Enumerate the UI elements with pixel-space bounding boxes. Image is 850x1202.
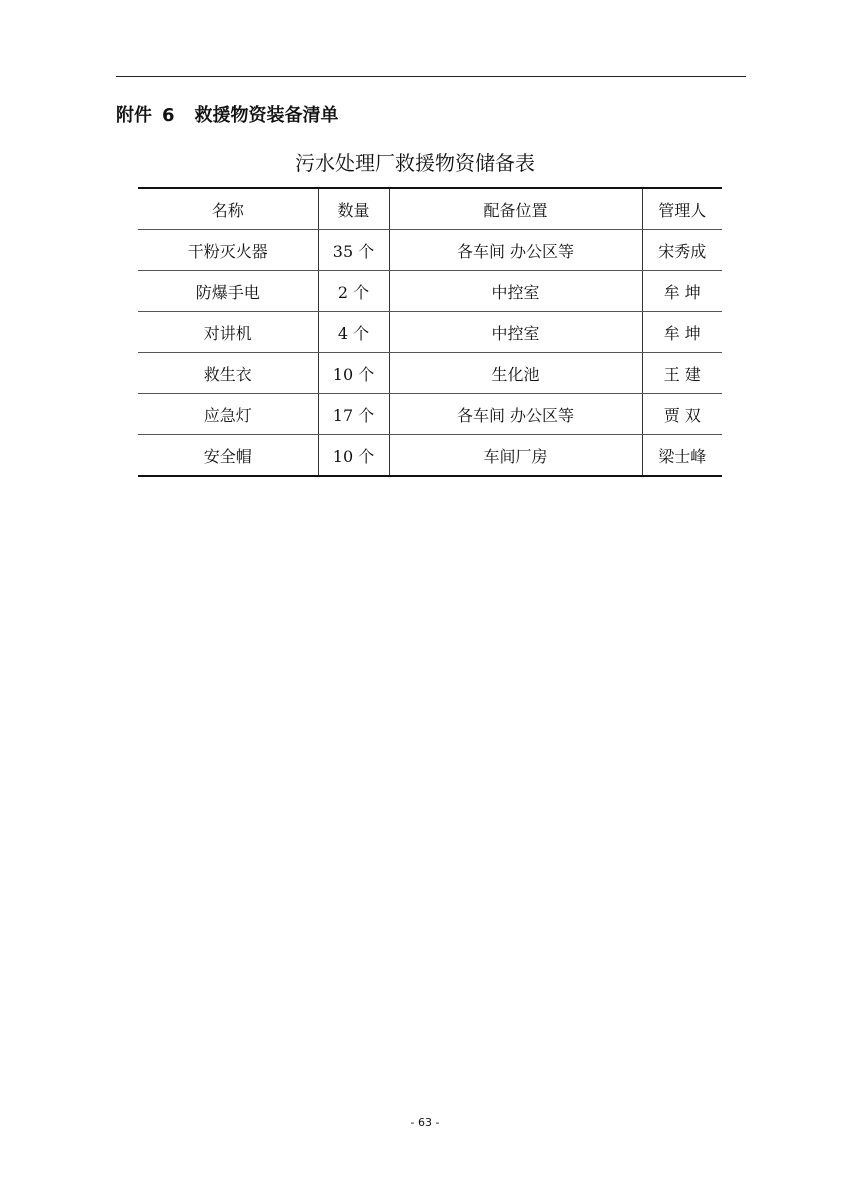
cell-location: 中控室: [389, 312, 642, 353]
appendix-number: 6: [162, 105, 175, 126]
table-title: 污水处理厂救援物资储备表: [295, 151, 535, 175]
column-header-location: 配备位置: [389, 188, 642, 230]
cell-location: 生化池: [389, 353, 642, 394]
cell-location: 各车间 办公区等: [389, 394, 642, 435]
appendix-heading: [116, 103, 339, 129]
cell-quantity: 17 个: [318, 394, 389, 435]
cell-manager: 王 建: [642, 353, 722, 394]
cell-manager: 牟 坤: [642, 271, 722, 312]
cell-location: 车间厂房: [389, 435, 642, 477]
table-row: [138, 230, 722, 271]
cell-manager: 梁士峰: [642, 435, 722, 477]
appendix-prefix: 附件: [116, 105, 152, 126]
cell-name: 应急灯: [138, 394, 318, 435]
cell-quantity: 10 个: [318, 435, 389, 477]
cell-name: 安全帽: [138, 435, 318, 477]
cell-location: 中控室: [389, 271, 642, 312]
column-header-quantity: 数量: [318, 188, 389, 230]
table-row: [138, 394, 722, 435]
supplies-table: [138, 187, 722, 477]
table-row: [138, 435, 722, 477]
cell-location: 各车间 办公区等: [389, 230, 642, 271]
appendix-title: 救援物资装备清单: [194, 105, 339, 126]
table-row: [138, 353, 722, 394]
cell-quantity: 35 个: [318, 230, 389, 271]
cell-name: 干粉灭火器: [138, 230, 318, 271]
table-row: [138, 312, 722, 353]
cell-name: 救生衣: [138, 353, 318, 394]
header-rule: [116, 76, 746, 77]
table-row: [138, 271, 722, 312]
cell-quantity: 10 个: [318, 353, 389, 394]
page-number: - 63 -: [410, 1116, 440, 1129]
cell-manager: 贾 双: [642, 394, 722, 435]
cell-manager: 宋秀成: [642, 230, 722, 271]
cell-manager: 牟 坤: [642, 312, 722, 353]
cell-quantity: 4 个: [318, 312, 389, 353]
column-header-name: 名称: [138, 188, 318, 230]
column-header-manager: 管理人: [642, 188, 722, 230]
table-header-row: [138, 188, 722, 230]
cell-quantity: 2 个: [318, 271, 389, 312]
cell-name: 对讲机: [138, 312, 318, 353]
cell-name: 防爆手电: [138, 271, 318, 312]
